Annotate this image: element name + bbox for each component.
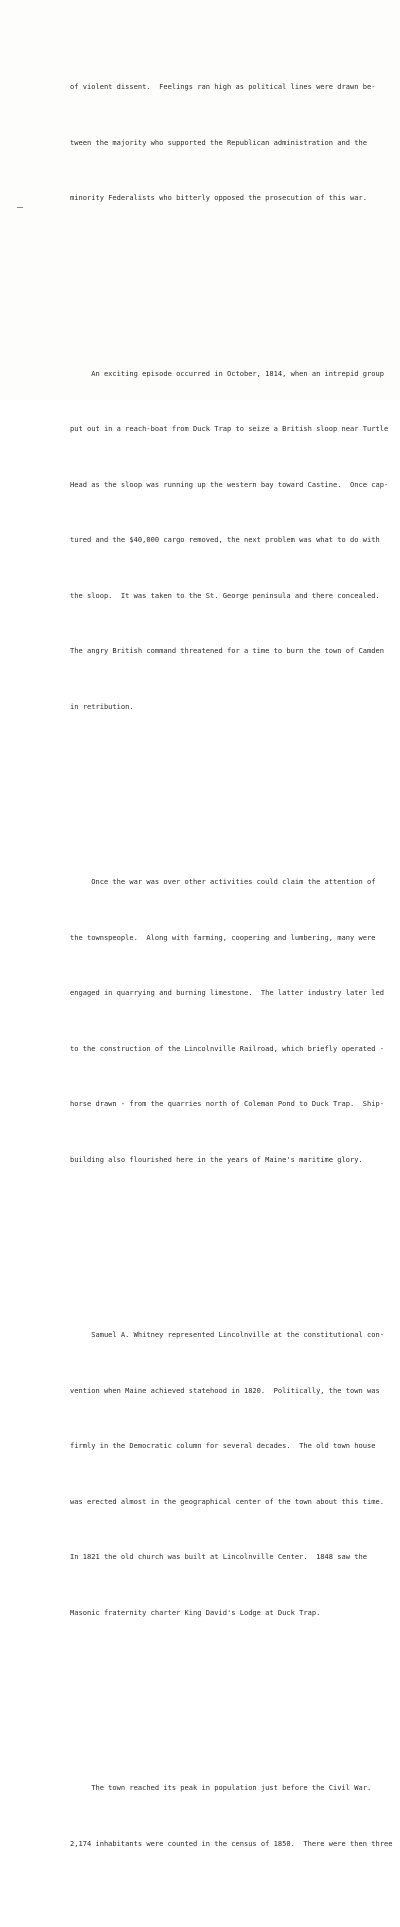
text-line: in retribution. <box>70 701 134 711</box>
text-line: was erected almost in the geographical center of the town about this time. <box>70 1496 384 1506</box>
text-line: of violent dissent. Feelings ran high as political lines were drawn be- <box>70 82 376 91</box>
typed-text-body <box>70 4 398 1927</box>
text-line: An exciting episode occurred in October, 1814, when an intrepid group <box>70 368 384 378</box>
text-line: Masonic fraternity charter King David's Lodge at Duck Trap. <box>70 1607 321 1617</box>
text-line: the townspeople. Along with farming, coopering and lumbering, many were <box>70 932 376 942</box>
text-line: vention when Maine achieved statehood in 1820. Politically, the town was <box>70 1385 380 1395</box>
text-line: minority Federalists who bitterly opposed the prosecution of this war. <box>70 193 367 202</box>
text-line: In 1821 the old church was built at Lincolnville Center. 1848 saw the <box>70 1552 367 1561</box>
paragraph-4 <box>70 1289 398 1659</box>
text-line: firmly in the Democratic column for several decades. The old town house <box>70 1441 376 1450</box>
text-line: Once the war was over other activities could claim the attention of <box>70 877 376 886</box>
text-line: tween the majority who supported the Republican administration and the <box>70 137 367 147</box>
paragraph-3 <box>70 836 398 1206</box>
text-line: tured and the $40,000 cargo removed, the next problem was what to do with <box>70 535 380 544</box>
text-line: horse drawn - from the quarries north of Coleman Pond to Duck Trap. Ship- <box>70 1099 384 1108</box>
text-line: The town reached its peak in population just before the Civil War. <box>70 1783 372 1792</box>
paragraph-2 <box>70 328 398 754</box>
paragraph-5 <box>70 1742 398 1890</box>
text-line: The angry British command threatened for a time to burn the town of Camden <box>70 646 384 655</box>
text-line: engaged in quarrying and burning limestone. The latter industry later led <box>70 988 384 997</box>
text-line: 2,174 inhabitants were counted in the census of 1850. There were then three <box>70 1838 393 1848</box>
paragraph-1 <box>70 41 398 245</box>
text-line: building also flourished here in the years of Maine's maritime glory. <box>70 1154 363 1164</box>
margin-mark <box>17 207 23 208</box>
text-line: Samuel A. Whitney represented Lincolnville at the constitutional con- <box>70 1330 384 1339</box>
text-line: Head as the sloop was running up the western bay toward Castine. Once cap- <box>70 479 389 489</box>
text-line: the sloop. It was taken to the St. George peninsula and there concealed. <box>70 590 380 600</box>
text-line: put out in a reach-boat from Duck Trap to seize a British sloop near Turtle <box>70 424 389 433</box>
text-line: to the construction of the Lincolnville Railroad, which briefly operated - <box>70 1043 384 1053</box>
